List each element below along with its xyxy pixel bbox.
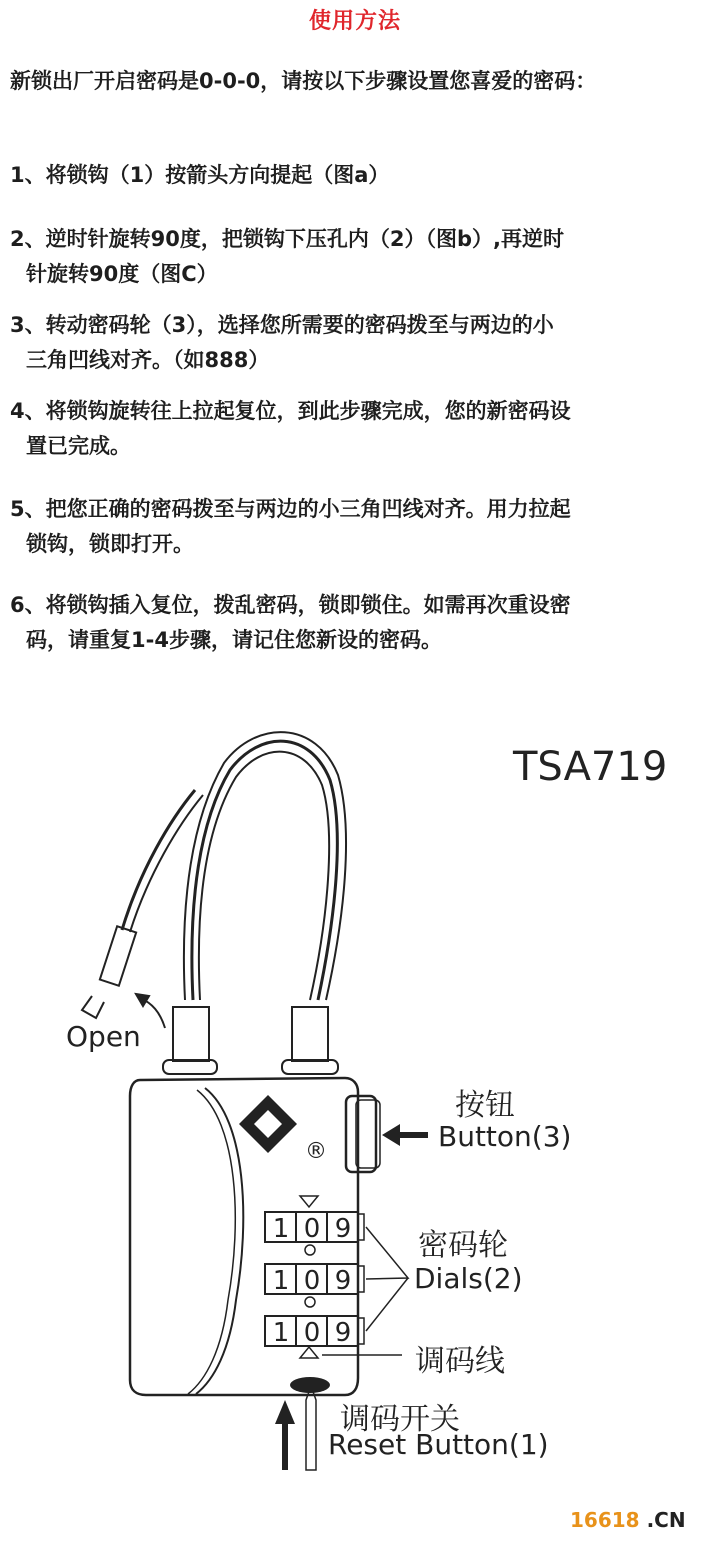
step-1-line1: 1、将锁钩（1）按箭头方向提起（图a） bbox=[10, 163, 390, 187]
align-triangle-top bbox=[300, 1196, 318, 1207]
step-5-line2: 锁钩，锁即打开。 bbox=[26, 532, 194, 556]
step-5-line1: 5、把您正确的密码拨至与两边的小三角凹线对齐。用力拉起 bbox=[10, 497, 571, 521]
model-number: TSA719 bbox=[513, 744, 668, 790]
step-2 bbox=[10, 222, 700, 292]
align-line-label: 调码线 bbox=[415, 1344, 505, 1379]
cable-loose-end bbox=[122, 790, 195, 930]
dial-3-digit-3[interactable]: 9 bbox=[334, 1318, 352, 1348]
dial-1-digit-2[interactable]: 0 bbox=[303, 1214, 321, 1244]
step-4-line2: 置已完成。 bbox=[26, 434, 131, 458]
button-label-en: Button(3) bbox=[438, 1120, 572, 1153]
step-4-line1: 4、将锁钩旋转往上拉起复位，到此步骤完成，您的新密码设 bbox=[10, 399, 571, 423]
step-3 bbox=[10, 308, 700, 378]
watermark-suffix: .CN bbox=[646, 1508, 686, 1532]
left-post bbox=[173, 1007, 209, 1061]
dial-2-digit-1[interactable]: 1 bbox=[272, 1266, 290, 1296]
step-6-line2: 码，请重复1-4步骤，请记住您新设的密码。 bbox=[26, 628, 442, 652]
dials-label-cn: 密码轮 bbox=[418, 1228, 508, 1263]
dial-3-digit-1[interactable]: 1 bbox=[272, 1318, 290, 1348]
align-triangle-bottom bbox=[300, 1347, 318, 1358]
cable-shackle bbox=[192, 741, 337, 1000]
step-1 bbox=[10, 158, 700, 193]
intro-text: 新锁出厂开启密码是0-0-0，请按以下步骤设置您喜爱的密码： bbox=[10, 69, 597, 93]
button-label-cn: 按钮 bbox=[455, 1088, 515, 1123]
page-title: 使用方法 bbox=[308, 9, 401, 34]
step-3-line1: 3、转动密码轮（3），选择您所需要的密码拨至与两边的小 bbox=[10, 313, 554, 337]
dials-label-en: Dials(2) bbox=[414, 1262, 523, 1295]
dial-3-digit-2[interactable]: 0 bbox=[303, 1318, 321, 1348]
reset-pin bbox=[306, 1386, 316, 1470]
dial-1-digit-3[interactable]: 9 bbox=[334, 1214, 352, 1244]
open-label: Open bbox=[66, 1020, 141, 1053]
dial-2-digit-3[interactable]: 9 bbox=[334, 1266, 352, 1296]
watermark-number: 16618 bbox=[570, 1508, 640, 1532]
reset-label-cn: 调码开关 bbox=[340, 1402, 460, 1437]
step-6-line1: 6、将锁钩插入复位，拨乱密码，锁即锁住。如需再次重设密 bbox=[10, 593, 571, 617]
step-2-line2: 针旋转90度（图C） bbox=[26, 262, 218, 286]
step-3-line2: 三角凹线对齐。（如888） bbox=[26, 348, 270, 372]
reset-label-en: Reset Button(1) bbox=[328, 1428, 549, 1461]
step-5 bbox=[10, 492, 700, 562]
lock-illustration bbox=[0, 700, 710, 1500]
dial-2-digit-2[interactable]: 0 bbox=[303, 1266, 321, 1296]
side-button bbox=[346, 1096, 376, 1172]
dial-1-digit-1[interactable]: 1 bbox=[272, 1214, 290, 1244]
right-post bbox=[292, 1007, 328, 1061]
step-2-line1: 2、逆时针旋转90度，把锁钩下压孔内（2）（图b）,再逆时 bbox=[10, 227, 564, 251]
step-6 bbox=[10, 588, 700, 658]
step-4 bbox=[10, 394, 700, 464]
watermark bbox=[570, 1508, 686, 1532]
registered-mark: ® bbox=[305, 1139, 327, 1164]
